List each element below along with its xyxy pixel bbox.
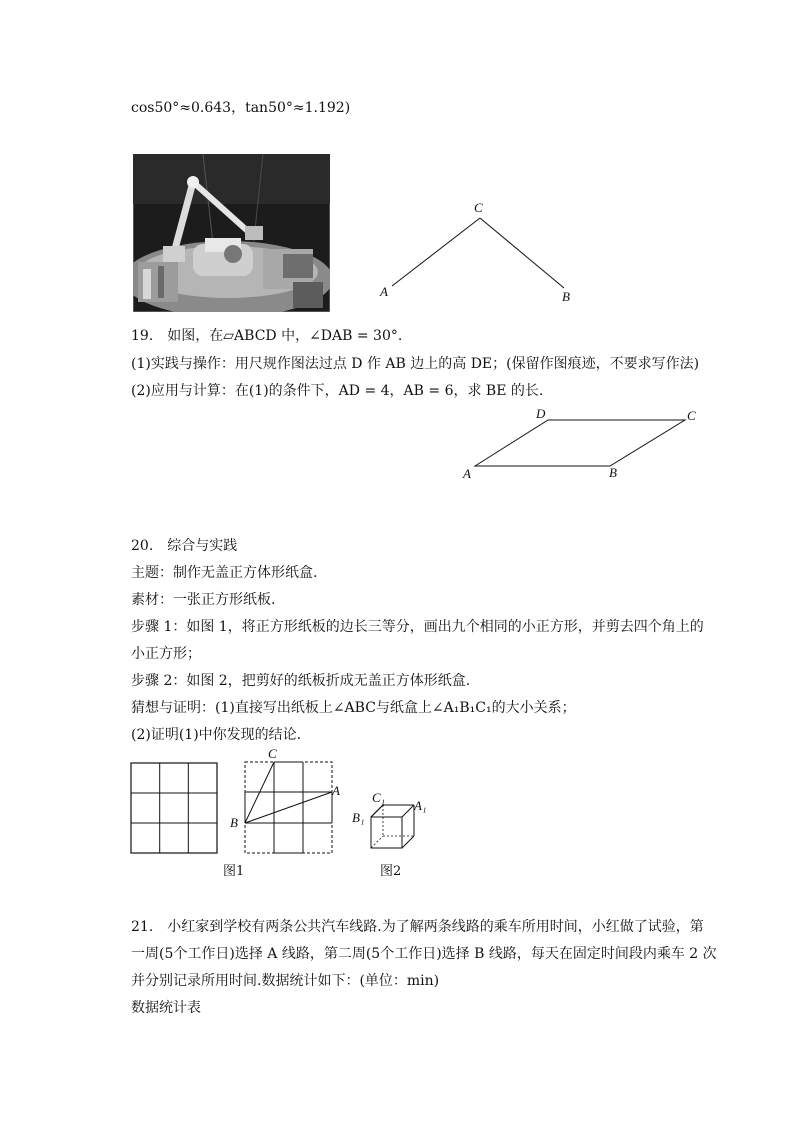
q20-topic: 主题：制作无盖正方体形纸盒. <box>131 565 318 581</box>
q20-step1-line1: 步骤 1：如图 1，将正方形纸板的边长三等分，画出九个相同的小正方形，并剪去四个角上的 <box>131 619 704 635</box>
point-a-label: A <box>463 466 471 481</box>
q21-table-title: 数据统计表 <box>131 1000 201 1016</box>
robot-arm-photo <box>133 154 330 312</box>
point-a-label: A <box>332 783 340 798</box>
q21-line3: 并分别记录所用时间.数据统计如下：(单位：min) <box>131 973 440 989</box>
formula-line: cos50°≈0.643，tan50°≈1.192) <box>131 100 351 116</box>
q20-step1-line2: 小正方形； <box>131 646 201 662</box>
point-c-label: C <box>268 746 277 761</box>
point-c1-label: C₁ <box>372 790 386 805</box>
point-c-label: C <box>687 408 696 423</box>
q19-part1: (1)实践与操作：用尺规作图法过点 D 作 AB 边上的高 DE；(保留作图痕迹，不要求写作法) <box>131 356 700 372</box>
q20-title: 20. 综合与实践 <box>131 538 238 554</box>
point-d-label: D <box>536 406 546 421</box>
q19-part2: (2)应用与计算：在(1)的条件下，AD = 4，AB = 6，求 BE 的长. <box>131 383 544 399</box>
figure2-caption: 图2 <box>380 864 402 879</box>
grid-figure <box>130 762 218 854</box>
point-b-label: B <box>609 465 617 480</box>
point-a1-label: A₁ <box>414 798 427 813</box>
arm-diagram <box>370 198 590 308</box>
point-b1-label: B₁ <box>352 810 365 825</box>
figure1-caption: 图1 <box>223 864 245 879</box>
cut-board-figure <box>228 745 348 857</box>
point-c-label: C <box>474 200 483 215</box>
point-a-label: A <box>380 284 388 299</box>
point-b-label: B <box>562 289 570 304</box>
q21-line1: 21. 小红家到学校有两条公共汽车线路.为了解两条线路的乘车所用时间，小红做了试验，第 <box>131 919 704 935</box>
q20-material: 素材：一张正方形纸板. <box>131 592 276 608</box>
q21-line2: 一周(5个工作日)选择 A 线路，第二周(5个工作日)选择 B 线路，每天在固定时间段内乘车 2 次 <box>131 946 717 962</box>
open-box-figure <box>350 790 440 858</box>
q20-guess: 猜想与证明：(1)直接写出纸板上∠ABC与纸盒上∠A₁B₁C₁的大小关系； <box>131 700 576 716</box>
q20-prove: (2)证明(1)中你发现的结论. <box>131 727 302 743</box>
q19-stem: 19. 如图，在▱ABCD 中，∠DAB = 30°. <box>131 328 403 344</box>
point-b-label: B <box>230 815 238 830</box>
q20-step2: 步骤 2：如图 2，把剪好的纸板折成无盖正方体形纸盒. <box>131 673 471 689</box>
parallelogram-diagram <box>460 404 710 484</box>
